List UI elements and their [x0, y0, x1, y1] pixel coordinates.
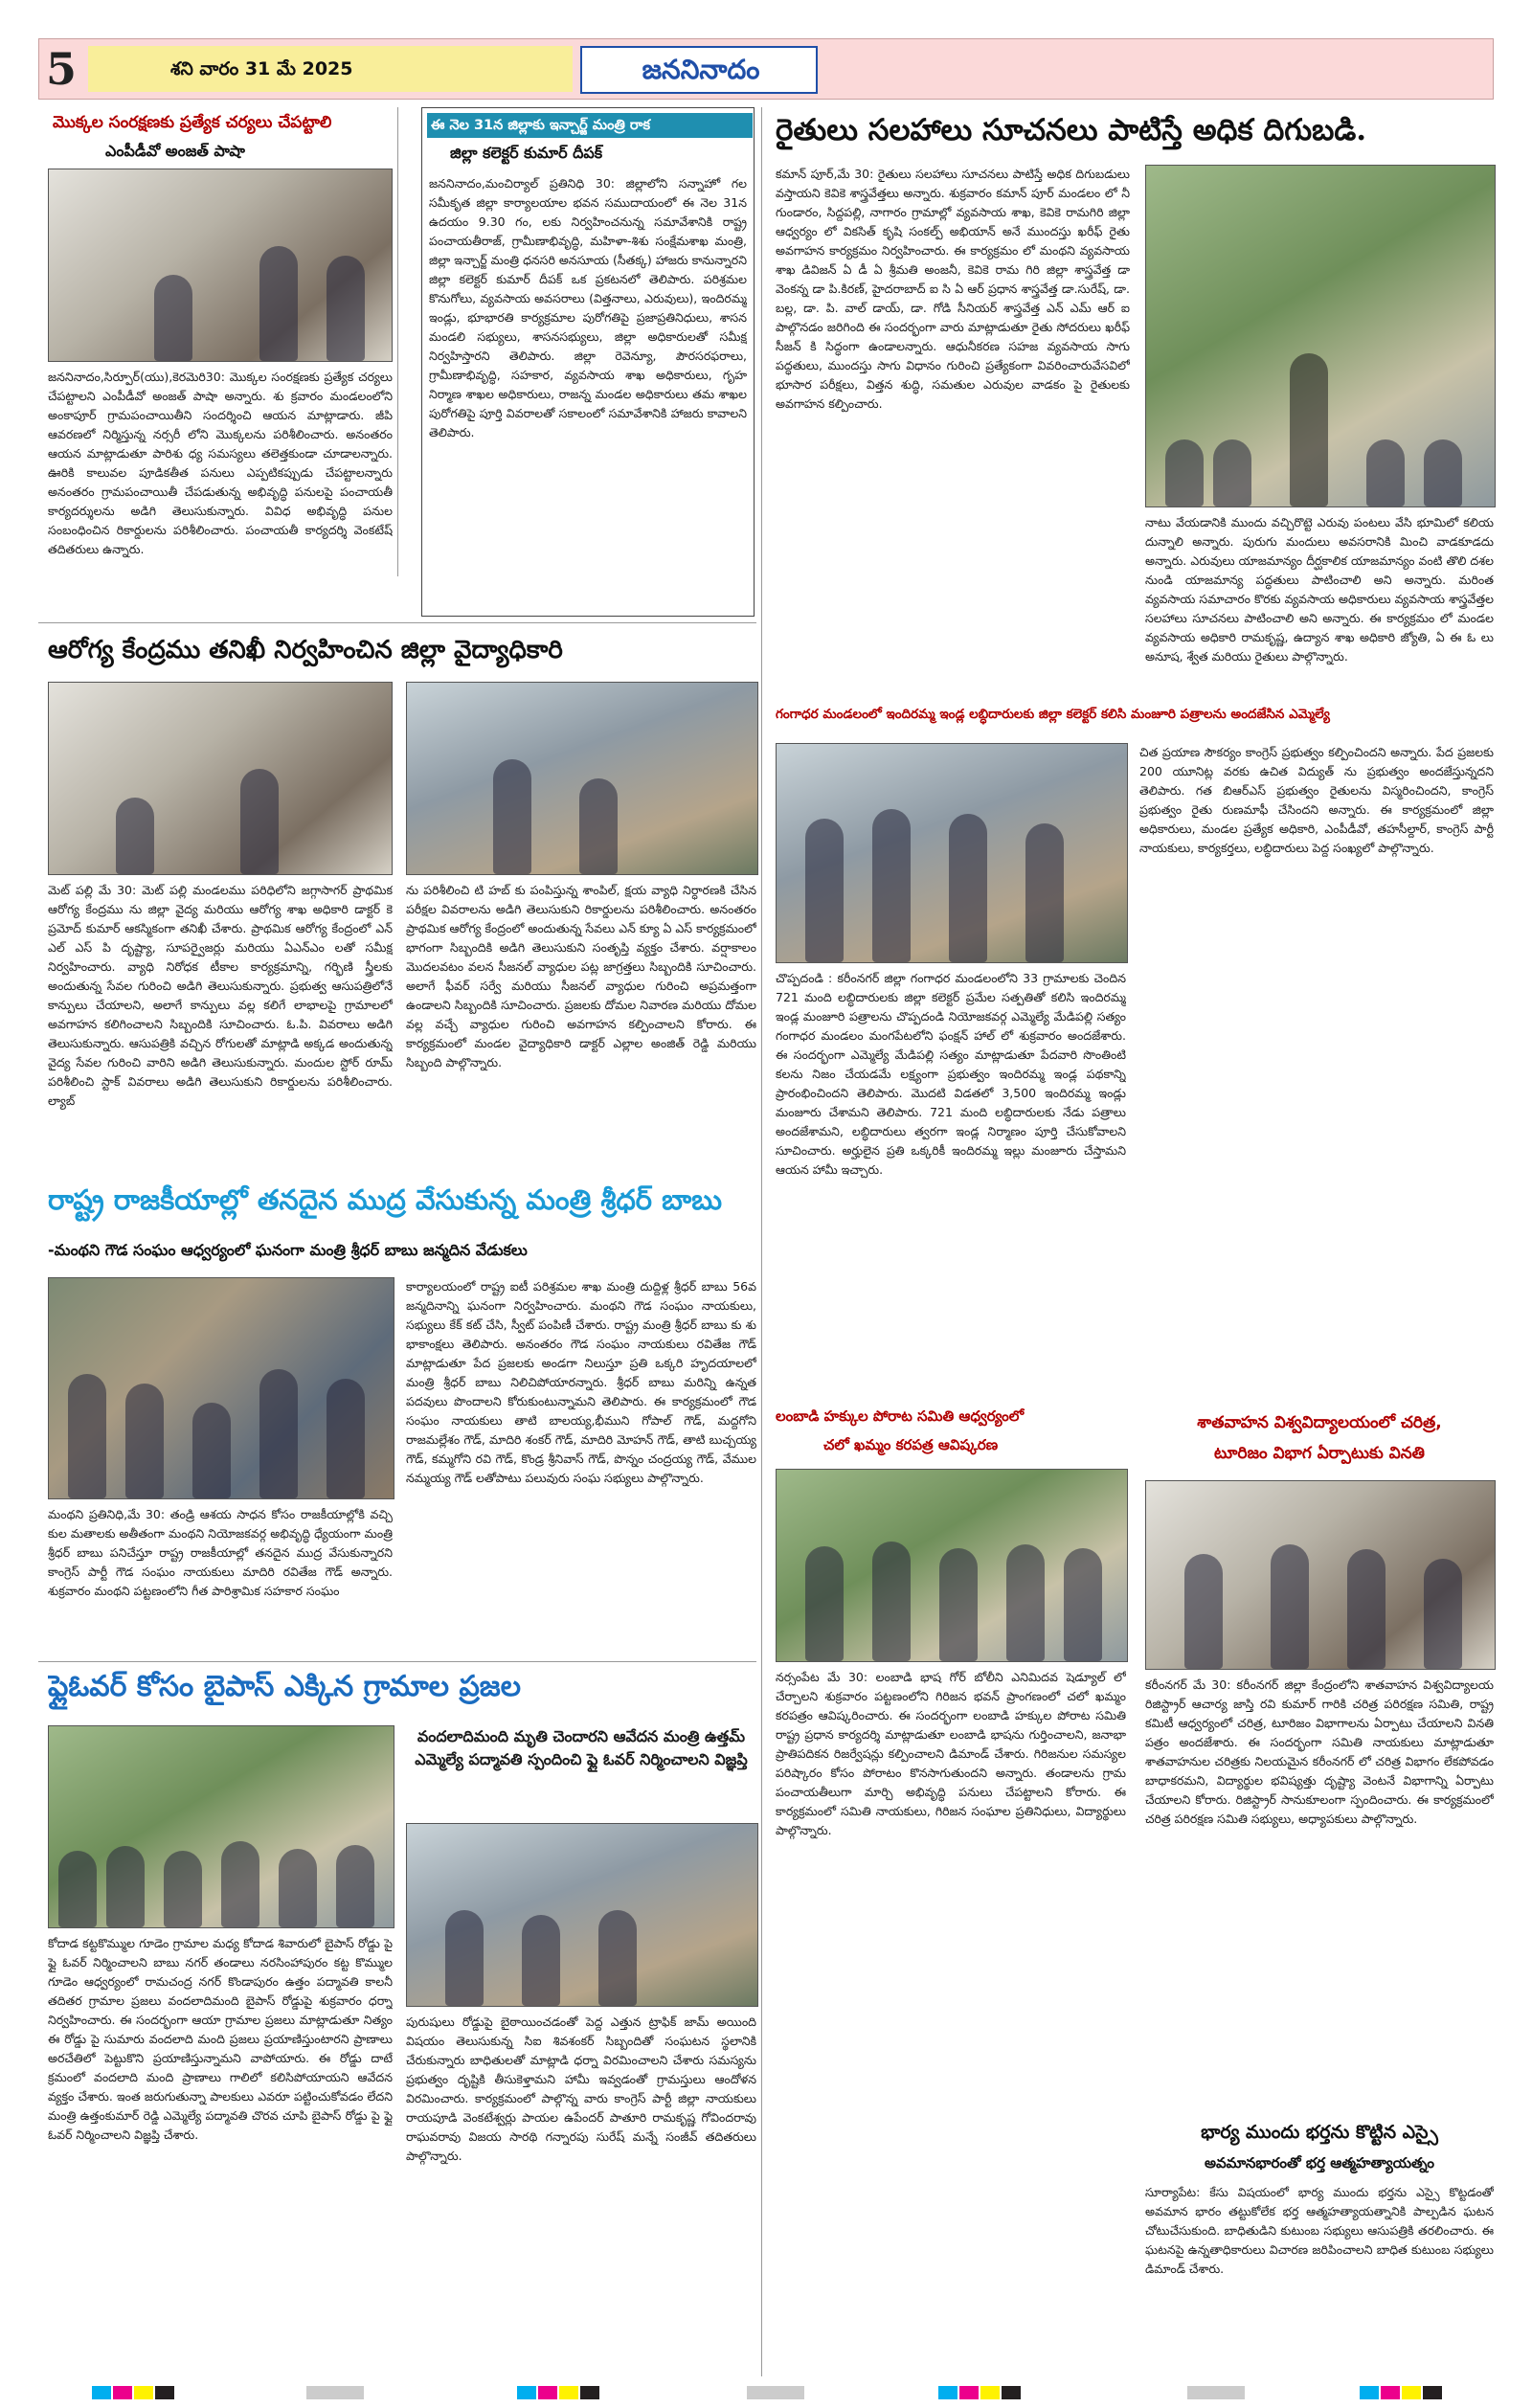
flyover-body-left: కోదాడ కట్టకొమ్ముల గూడెం గ్రామాల మధ్య కోదాడ శివారులో బైపాస్ రోడ్డు పై ఫ్లై ఓవర్ నిర్మించాలని బాబు నగర్ తండాలు నరసింహాపురం కట్ట కొమ్ముల గూడెం ఆధ్వర్యంలో రామచంద్ర నగర్ కొండాపురం ఉత్తం పద్మావతి కాలనీ తదితర గ్రామాల ప్రజలు వందలాదిమంది బైపాస్ రోడ్డుపై శుక్రవారం ధర్నా నిర్వహించారు. ఈ సందర్భంగా ఆయా గ్రామాల ప్రజలు మాట్లాడుతూ నిత్యం ఈ రోడ్డు పై సుమారు వందలాది మంది ప్రజలు ప్రయాణిస్తుంటారని ప్రాణాలు అరచేతిలో పెట్టుకొని ప్రయాణిస్తున్నామని వాపోయారు. ఈ రోడ్డు దాటే క్రమంలో వందలాది మంది ప్రాణాలు గాలిలో కలిసిపోయాయని ఆవేదన వ్యక్తం చేశారు. ఇంత జరుగుతున్నా పాలకులు ఎవరూ పట్టించుకోవడం లేదని మంత్రి ఉత్తంకుమార్ రెడ్డి ఎమ్మెల్యే పద్మావతి చొరవ చూపి బైపాస్ రోడ్డు పై ఫ్లై ఓవర్ నిర్మించాలని విజ్ఞప్తి చేశారు.	[48, 1936, 393, 2142]
registration-mark	[1187, 2386, 1245, 2399]
person-figure	[598, 1910, 637, 2006]
indiramma-headline: గంగాధర మండలంలో ఇందిరమ్మ ఇండ్ల లబ్ధిదారులకు జిల్లా కలెక్టర్ కలిసి మంజూరి పత్రాలను అందజేసిన ఎమ్మెల్యే	[776, 707, 1330, 722]
indiramma-photo	[776, 743, 1128, 963]
person-figure	[872, 809, 911, 962]
lambadi-headline: లంబాడి హక్కుల పోరాట సమితి ఆధ్వర్యంలో	[776, 1407, 1025, 1425]
saplings-headline: మొక్కల సంరక్షణకు ప్రత్యేక చర్యలు చేపట్టాలి	[53, 113, 332, 132]
university-photo	[1145, 1480, 1496, 1670]
registration-mark	[938, 2386, 958, 2399]
registration-mark	[559, 2386, 578, 2399]
lambadi-body: నర్సంపేట మే 30: లంబాడి భాష గోర్ బోలీని ఎనిమిదవ షెడ్యూల్ లో చేర్చాలని శుక్రవారం పట్టణంలోని గిరిజన భవన్ ప్రాంగణంలో చలో ఖమ్మం కరపత్రం ఆవిష్కరించారు. ఈ సందర్భంగా లంబాడి హక్కుల పోరాట సమితి రాష్ట్ర ప్రధాన కార్యదర్శి మాట్లాడుతూ లంబాడి భాషను గుర్తించాలని, జనాభా ప్రాతిపదికన రిజర్వేషన్లు కల్పించాలని డిమాండ్ చేశారు. గిరిజనుల సమస్యల పరిష్కారం కోసం పోరాటం కొనసాగుతుందని అన్నారు. తండాలను గ్రామ పంచాయతీలుగా మార్చి అభివృద్ధి పనులు చేపట్టాలని కోరారు. ఈ కార్యక్రమంలో సమితి నాయకులు, గిరిజన సంఘాల ప్రతినిధులు, విద్యార్థులు పాల్గొన్నారు.	[776, 1670, 1126, 1837]
person-figure	[259, 246, 298, 361]
farmers-headline: రైతులు సలహాలు సూచనలు పాటిస్తే అధిక దిగుబడి.	[776, 113, 1367, 147]
farmers-body-left: కమాన్ పూర్,మే 30: రైతులు సలహాలు సూచనలు పాటిస్తే అధిక దిగుబడులు వస్తాయని కెవికె శాస్త్రవేత్తలు అన్నారు. శుక్రవారం కమాన్ పూర్ మండలం లో నీ గుండారం, సిద్దపల్లి, నాగారం గ్రామాల్లో వ్యవసాయ శాఖ, కెవికె రామగిరి జిల్లా ఆధ్వర్యం లో వికసిత్ కృషి సంకల్ప్ అభియాన్ అనే ముందస్తు ఖరీఫ్ రైతు అవగాహన కార్యక్రమం నిర్వహించారు. ఈ కార్యక్రమం లో మంథని వ్యవసాయ శాఖ డివిజన్ ఏ డీ ఏ శ్రీమతి అంజనీ, కెవికె రామ గిరి జిల్లా శాస్త్రవేత్త డా వెంకన్న డా పి.కిరణ్, హైదరాబాద్ ఐ సి ఏ ఆర్ ప్రధాన శాస్త్రవేత్త డా.సురేష్, డా. బల్ల, డా. పి. వాల్ డాయ్, డా. గోడి సీనియర్ శాస్త్రవేత్త ఎన్ ఎమ్ ఆర్ ఐ పాల్గొనడం జరిగింది ఈ సందర్భంగా వారు మాట్లాడుతూ రైతు సోదరులు ఖరీఫ్ సీజన్ కి సిద్ధంగా ఉండాలన్నారు. ఆధునీకరణ సహజ వ్యవసాయ సాగు పద్ధతులు, ముందస్తు సాగు విధానం గురించి ప్రత్యేకంగా వివరించారువేసవిలో భూసార పరీక్షలు, విత్తన శుద్ధి, సమతుల ఎరువుల వాడకం పై రైతులకు అవగాహన కల్పించారు.	[776, 167, 1130, 411]
person-figure	[872, 1542, 911, 1661]
indiramma-body-right: చిత ప్రయాణ సౌకర్యం కాంగ్రెస్ ప్రభుత్వం కల్పించిందని అన్నారు. పేద ప్రజలకు 200 యూనిట్ల వరకు ఉచిత విద్యుత్ ను ప్రభుత్వం అందజేస్తున్నదని తెలిపారు. గత బిఆర్ఎస్ ప్రభుత్వం రైతులను విస్మరించిందని, కాంగ్రెస్ ప్రభుత్వం రైతు రుణమాఫీ చేసిందని అన్నారు. ఈ కార్యక్రమంలో జిల్లా అధికారులు, మండల ప్రత్యేక అధికారి, ఎంపీడీవో, తహసీల్దార్, కాంగ్రెస్ పార్టీ నాయకులు, కార్యకర్తలు, లబ్ధిదారులు పెద్ద సంఖ్యలో పాల్గొన్నారు.	[1139, 745, 1494, 855]
person-figure	[949, 814, 987, 962]
collector-body: జననినాదం,మంచిర్యాల్ ప్రతినిధి 30: జిల్లాలోని సన్నాహో గల సమీకృత జిల్లా కార్యాలయాల భవన సముదాయంలో ఈ నెల 31న ఉదయం 9.30 గం, లకు నిర్వహించనున్న సమావేశానికి రాష్ట్ర పంచాయతీరాజ్, గ్రామీణాభివృద్ధి, మహిళా-శిశు సంక్షేమశాఖ మంత్రి, జిల్లా ఇన్చార్జ్ మంత్రి ధనసరి అనసూయ (సీతక్క) హాజరు కానున్నారని జిల్లా కలెక్టర్ కుమార్ దీపక్ ఒక ప్రకటనలో తెలిపారు. పరిశ్రమల కొనుగోలు, వ్యవసాయ అవసరాలు (విత్తనాలు, ఎరువులు), ఇందిరమ్మ ఇండ్లు, భూభారతి కార్యక్రమాల పురోగతిపై ప్రజాప్రతినిధులు, శాసన మండలి సభ్యులు, శాసనసభ్యులు, జిల్లా అధికారులతో సమీక్ష నిర్వహిస్తారని తెలిపారు. జిల్లా రెవెన్యూ, పౌరసరఫరాలు, గ్రామీణాభివృద్ధి, సహకార, వ్యవసాయ శాఖ అధికారులు, గృహ నిర్మాణ శాఖల అధికారులు, రాజన్న మండల అధికారులు తమ శాఖల పురోగతిపై పూర్తి వివరాలతో సకాలంలో సమావేశానికి హాజరు కావాలని తెలిపారు.	[429, 176, 747, 439]
person-figure	[939, 1548, 978, 1661]
saplings-photo	[48, 169, 393, 362]
person-figure	[1424, 439, 1462, 506]
registration-mark	[1360, 2386, 1379, 2399]
person-figure	[493, 759, 531, 874]
farmers-photo	[1145, 165, 1496, 507]
flyover-photo-1	[48, 1725, 394, 1928]
person-figure	[58, 1851, 97, 1927]
person-figure	[1290, 353, 1328, 506]
person-figure	[279, 1849, 317, 1927]
health-photo-1	[48, 682, 393, 875]
person-figure	[125, 1384, 164, 1498]
person-figure	[1006, 1544, 1045, 1661]
person-figure	[240, 769, 279, 874]
person-figure	[116, 798, 154, 874]
person-figure	[221, 1841, 259, 1927]
lambadi-photo	[776, 1469, 1128, 1662]
registration-mark	[1381, 2386, 1400, 2399]
flyover-headline: ఫ్లైఓవర్ కోసం బైపాస్ ఎక్కిన గ్రామాల ప్రజల	[48, 1670, 522, 1703]
registration-mark	[1002, 2386, 1021, 2399]
health-body-right: ను పరిశీలించి టి హబ్ కు పంపిస్తున్న శాంపిల్, క్షయ వ్యాధి నిర్ధారణకి చేసిన పరీక్షల వివరాలను అడిగి తెలుసుకుని రికార్డులను పరిశీలించారు. అనంతరం ప్రాథమిక ఆరోగ్య కేంద్రంలో అందుతున్న సేవలు ఎన్ క్యూ ఏ ఎస్ కార్యక్రమంలో భాగంగా సిబ్బందికి అడిగి తెలుసుకుని సంతృప్తి వ్యక్తం చేశారు. వర్షాకాలం మొదలవటం వలన సీజనల్ వ్యాధుల పట్ల జాగ్రత్తలు సిబ్బందికి సూచించారు. అలాగే ఫీవర్ సర్వే మరియు సీజనల్ వ్యాధుల గురించి అప్రమత్తంగా ఉండాలని సిబ్బందికి సూచించారు. ప్రజలకు దోమల నివారణ మరియు దోమల వల్ల వచ్చే వ్యాధుల గురించి అవగాహన కల్పించాలని కోరారు. ఈ కార్యక్రమంలో మండల వైద్యాధికారి డాక్టర్ ఎల్లాల అంజిత్ రెడ్డి మరియు సిబ్బంది పాల్గొన్నారు.	[406, 883, 756, 1069]
person-figure	[259, 1369, 298, 1498]
minister-headline: రాష్ట్ర రాజకీయాల్లో తనదైన ముద్ర వేసుకున్న మంత్రి శ్రీధర్ బాబు	[48, 1183, 722, 1216]
saplings-subhead: ఎంపీడీవో అంజత్ పాషా	[105, 142, 245, 160]
column-rule	[397, 107, 398, 576]
health-body-left: మెట్ పల్లి మే 30: మెట్ పల్లి మండలము పరిధిలోని జగ్గాసాగర్ ప్రాథమిక ఆరోగ్య కేంద్రము ను జిల్లా వైద్య మరియు ఆరోగ్య శాఖ అధికారి డాక్టర్ కె ప్రమోద్ కుమార్ ఆకస్మికంగా తనిఖీ చేశారు. ప్రాథమిక ఆరోగ్య కేంద్రంలో ఎన్ ఎల్ ఎస్ పి దృష్ట్యా, సూపర్వైజర్లు మరియు ఏఎన్ఎం లతో సమీక్ష నిర్వహించారు. వ్యాధి నిరోధక టీకాల కార్యక్రమాన్ని, గర్భిణి స్త్రీలకు అందుతున్న సేవల గురించి అడిగి తెలుసుకున్నారు. ప్రభుత్వ ఆసుపత్రిలోనే కాన్పులు చేయాలని, అలాగే కాన్పులు వల్ల కలిగే లాభాలపై గ్రామాలలో అవగాహన కలిగించాలని సిబ్బందికి సూచించారు. ఓ.పి. వివరాలు అడిగి తెలుసుకున్నారు. ఆసుపత్రికి వచ్చిన రోగులతో మాట్లాడి అక్కడ అందుతున్న వైద్య సేవల గురించి వారిని అడిగి తెలుసుకున్నారు. మందుల స్టోర్ రూమ్ పరిశీలించి స్టాక్ వివరాలు అడిగి తెలుసుకుని రికార్డులను పరిశీలించారు. ల్యాబ్	[48, 883, 393, 1108]
flyover-body-right: పురుషులు రోడ్డుపై బైఠాయించడంతో పెద్ద ఎత్తున ట్రాఫిక్ జామ్ అయింది విషయం తెలుసుకున్న సిఐ శివశంకర్ సిబ్బందితో సంఘటన స్థలానికి చేరుకున్నారు బాధితులతో మాట్లాడి ధర్నా విరమించాలని చేశారు సమస్యను ప్రభుత్వం దృష్టికి తీసుకెళ్తామని హామీ ఇవ్వడంతో గ్రామస్తులు ఆందోళన విరమించారు. కార్యక్రమంలో పాల్గొన్న వారు కాంగ్రెస్ పార్టీ జిల్లా నాయకులు రాయపూడి వెంకటేశ్వర్లు పాయల ఉపేందర్ పాతూరి రామకృష్ణ గోవిందరావు రాఘవరావు విజయ సారథి గన్నారపు సురేష్ మన్నే సంజీవ్ తదితరులు పాల్గొన్నారు.	[406, 2014, 756, 2163]
registration-mark	[113, 2386, 132, 2399]
registration-mark	[306, 2386, 364, 2399]
column-rule	[761, 107, 762, 2376]
person-figure	[1271, 1544, 1309, 1669]
person-figure	[1025, 823, 1064, 962]
health-headline: ఆరోగ్య కేంద్రము తనిఖీ నిర్వహించిన జిల్లా వైద్యాధికారి	[48, 636, 563, 664]
indiramma-body-left: చొప్పదండి : కరీంనగర్ జిల్లా గంగాధర మండలంలోని 33 గ్రామాలకు చెందిన 721 మంది లబ్ధిదారులకు జిల్లా కలెక్టర్ ప్రమేల సత్పతితో కలిసి ఇందిరమ్మ ఇండ్ల మంజూరి పత్రాలను చొప్పదండి నియోజకవర్గ ఎమ్మెల్యే మేడిపల్లి సత్యం గంగాధర మండలం మంగపేటలోని ఫంక్షన్ హాల్ లో శుక్రవారం అందజేశారు. ఈ సందర్భంగా ఎమ్మెల్యే మేడిపల్లి సత్యం మాట్లాడుతూ పేదవారి సొంతింటి కలను నిజం చేయడమే లక్ష్యంగా ప్రభుత్వం ఇందిరమ్మ ఇండ్ల పథకాన్ని ప్రారంభించిందని తెలిపారు. మొదటి విడతలో 3,500 ఇందిరమ్మ ఇండ్లు మంజూరు చేశామని తెలిపారు. 721 మంది లబ్ధిదారులకు నేడు పత్రాలు అందజేశామని, లబ్ధిదారులు త్వరగా ఇండ్ల నిర్మాణం పూర్తి చేసుకోవాలని సూచించారు. అర్హులైన ప్రతి ఒక్కరికీ ఇందిరమ్మ ఇల్లు మంజూరు చేస్తామని ఆయన హామీ ఇచ్చారు.	[776, 971, 1126, 1177]
registration-mark	[517, 2386, 536, 2399]
university-body: కరీంనగర్ మే 30: కరీంనగర్ జిల్లా కేంద్రంలోని శాతవాహన విశ్వవిద్యాలయ రిజిస్ట్రార్ ఆచార్య జాస్తి రవి కుమార్ గారికి చరిత్ర పరిరక్షణ సమితి, రాష్ట్ర కమిటీ ఆధ్వర్యంలో చరిత్ర, టూరిజం విభాగాలను ఏర్పాటు చేయాలని వినతి పత్రం అందజేశారు. ఈ సందర్భంగా సమితి నాయకులు మాట్లాడుతూ శాతవాహనుల చరిత్రకు నిలయమైన కరీంనగర్ లో చరిత్ర విభాగం లేకపోవడం బాధాకరమని, విద్యార్థుల భవిష్యత్తు దృష్ట్యా వెంటనే విభాగాన్ని ఏర్పాటు చేయాలని కోరారు. రిజిస్ట్రార్ సానుకూలంగా స్పందించారు. ఈ కార్యక్రమంలో చరిత్ర పరిరక్షణ సమితి సభ్యులు, అధ్యాపకులు పాల్గొన్నారు.	[1145, 1677, 1494, 1826]
person-figure	[1213, 439, 1251, 506]
registration-mark	[1423, 2386, 1442, 2399]
person-figure	[445, 1910, 484, 2006]
saplings-body: జననినాదం,సిర్పూర్(యు),కెరమెరి30: మొక్కల సంరక్షణకు ప్రత్యేక చర్యలు చేపట్టాలని ఎంపీడీవో అంజత్ పాషా అన్నారు. శు క్రవారం మండలంలోని అంకాపూర్ గ్రామపంచాయితీని సందర్శించి ఆయన మాట్లాడారు. జీపి ఆవరణలో నిర్మిస్తున్న నర్సరీ లోని మొక్కలను పరిశీలించారు. అనంతరం ఆయన మాట్లాడుతూ పారిశు ధ్య సమస్యలు తలెత్తకుండా చూడాలన్నారు. ఊరికి కాలువల పూడికతీత పనులు ఎప్పటికప్పుడు చేపట్టాలన్నారు అనంతరం గ్రామపంచాయితీ చేపడుతున్న అభివృద్ధి పనులపై పంచాయతీ కార్యదర్శులను అడిగి తెలుసుకున్నారు. వివిధ అభివృద్ధి పనుల సంబంధించిన రికార్డులను పరిశీలించారు. పంచాయతీ కార్యదర్శి వెంకటేష్ తదితరులు ఉన్నారు.	[48, 370, 393, 556]
university-subhead: టూరిజం విభాగ ఏర్పాటుకు వినతి	[1214, 1444, 1425, 1463]
person-figure	[327, 1379, 365, 1498]
person-figure	[1064, 1548, 1102, 1661]
wife-headline: భార్య ముందు భర్తను కొట్టిన ఎస్సై	[1201, 2122, 1438, 2143]
person-figure	[1165, 439, 1204, 506]
person-figure	[68, 1374, 106, 1498]
person-figure	[1184, 1554, 1223, 1669]
person-figure	[164, 1851, 202, 1927]
wife-body: సూర్యాపేట: కేసు విషయంలో భార్య ముందు భర్తను ఎస్సై కొట్టడంతో అవమాన భారం తట్టుకోలేక భర్త ఆత్మహత్యాయత్నానికి పాల్పడిన ఘటన చోటుచేసుకుంది. బాధితుడిని కుటుంబ సభ్యులు ఆసుపత్రికి తరలించారు. ఈ ఘటనపై ఉన్నతాధికారులు విచారణ జరిపించాలని బాధిత కుటుంబ సభ్యులు డిమాండ్ చేశారు.	[1145, 2185, 1494, 2276]
flyover-photo-2	[406, 1823, 758, 2007]
registration-mark	[92, 2386, 111, 2399]
person-figure	[327, 256, 365, 361]
section-rule	[38, 622, 756, 623]
registration-mark	[538, 2386, 557, 2399]
person-figure	[106, 1846, 145, 1927]
registration-mark	[155, 2386, 174, 2399]
person-figure	[1347, 1549, 1386, 1669]
person-figure	[805, 1546, 844, 1661]
farmers-body-right: నాటు వేయడానికి ముందు వచ్చిరొట్టె ఎరువు పంటలు వేసి భూమిలో కలియ దున్నాలి అన్నారు. పురుగు మందులు అవసరానికి మించి వాడకూడదు అన్నారు. ఎరువులు యాజమాన్యం దీర్ఘకాలిక యాజమాన్యం వంటి తొలి దశల నుండి యాజమాన్య పద్ధతులు పాటించాలి అని అన్నారు. మరింత వ్యవసాయ సమాచారం కొరకు వ్యవసాయ అధికారులు వ్యవసాయ శాస్త్రవేత్తల సలహాలు సూచనలు పాటించాలి అని అన్నారు. ఈ కార్యక్రమం లో మండల వ్యవసాయ అధికారి రామకృష్ణ, ఉద్యాన శాఖ అధికారి జ్యోతి, ఏ ఈ ఓ లు అనూష, శ్వేత మరియు రైతులు పాల్గొన్నారు.	[1145, 515, 1494, 664]
wife-subhead: అవమానభారంతో భర్త ఆత్మహత్యాయత్నం	[1205, 2154, 1434, 2172]
health-photo-2	[406, 682, 758, 875]
registration-mark	[1402, 2386, 1421, 2399]
minister-photo	[48, 1277, 394, 1499]
minister-body-left: మంథని ప్రతినిధి,మే 30: తండ్రి ఆశయ సాధన కోసం రాజకీయాల్లోకి వచ్చి కుల మతాలకు అతీతంగా మంథని నియోజకవర్గ అభివృద్ధి ధ్యేయంగా మంత్రి శ్రీధర్ బాబు పనిచేస్తూ రాష్ట్ర రాజకీయాల్లో తనదైన ముద్ర వేసుకున్నారని కాంగ్రెస్ పార్టీ గౌడ సంఘం నాయకులు మాదిరి రవితేజ గౌడ్ అన్నారు. శుక్రవారం మంథని పట్టణంలోని గీత పారిశ్రామిక సహకార సంఘం	[48, 1507, 393, 1598]
lambadi-subhead: చలో ఖమ్మం కరపత్ర ఆవిష్కరణ	[823, 1436, 999, 1453]
university-headline: శాతవాహన విశ్వవిద్యాలయంలో చరిత్ర,	[1197, 1413, 1442, 1432]
issue-date: శని వారం 31 మే 2025	[170, 58, 353, 79]
section-rule	[38, 1661, 756, 1662]
person-figure	[1424, 1559, 1462, 1669]
registration-mark	[959, 2386, 979, 2399]
minister-body-right: కార్యాలయంలో రాష్ట్ర ఐటీ పరిశ్రమల శాఖ మంత్రి దుద్దిళ్ల శ్రీధర్ బాబు 56వ జన్మదినాన్ని ఘనంగా నిర్వహించారు. మంథని గౌడ సంఘం నాయకులు, సభ్యులు కేక్ కట్ చేసి, స్వీట్ పంపిణీ చేశారు. రాష్ట్ర మంత్రి శ్రీధర్ బాబు కు శు భాకాంక్షలు తెలిపారు. అనంతరం గౌడ సంఘం నాయకులు రవితేజ గౌడ్ మాట్లాడుతూ పేద ప్రజలకు అండగా నిలుస్తూ ప్రతి ఒక్కరి హృదయాలలో మంత్రి శ్రీధర్ బాబు నిలిచిపోయారన్నారు. శ్రీధర్ బాబు మరిన్ని ఉన్నత పదవులు పొందాలని కోరుకుంటున్నామని తెలిపారు. ఈ కార్యక్రమంలో గౌడ సంఘం నాయకులు తాటి బాలయ్య,భీముని గోపాల్ గౌడ్, మద్దగోని రాజమల్లేశం గౌడ్, మాదిరి శంకర్ గౌడ్, మాదిరి మోహన్ గౌడ్, తాటి బుచ్చయ్య గౌడ్, కమ్మగోని రవి గౌడ్, కొండ్ర శ్రీనివాస్ గౌడ్, పొన్నం చంద్రయ్య గౌడ్, వేముల నమ్మయ్య గౌడ్ లతోపాటు పలువురు సంఘ సభ్యులు పాల్గొన్నారు.	[406, 1279, 756, 1485]
registration-mark	[747, 2386, 804, 2399]
collector-subhead: జిల్లా కలెక్టర్ కుమార్ దీపక్	[450, 144, 603, 162]
collector-headline: ఈ నెల 31న జిల్లాకు ఇన్చార్జ్ మంత్రి రాక	[427, 113, 753, 138]
registration-mark	[134, 2386, 153, 2399]
minister-subhead: -మంథని గౌడ సంఘం ఆధ్వర్యంలో ఘనంగా మంత్రి శ్రీధర్ బాబు జన్మదిన వేడుకలు	[48, 1241, 528, 1259]
person-figure	[579, 778, 618, 874]
person-figure	[805, 819, 844, 962]
person-figure	[154, 275, 192, 361]
person-figure	[522, 1915, 560, 2006]
flyover-subhead: వందలాదిమంది మృతి చెందారని ఆవేదన మంత్రి ఉత్తమ్ ఎమ్మెల్యే పద్మావతి స్పందించి ఫ్లై ఓవర్ నిర్మించాలని విజ్ఞప్తి	[415, 1727, 748, 1768]
person-figure	[192, 1403, 231, 1498]
person-figure	[1366, 439, 1405, 506]
masthead: జననినాదం	[642, 54, 760, 85]
person-figure	[336, 1845, 374, 1927]
page-number: 5	[46, 43, 78, 95]
registration-mark	[580, 2386, 599, 2399]
registration-mark	[980, 2386, 1000, 2399]
